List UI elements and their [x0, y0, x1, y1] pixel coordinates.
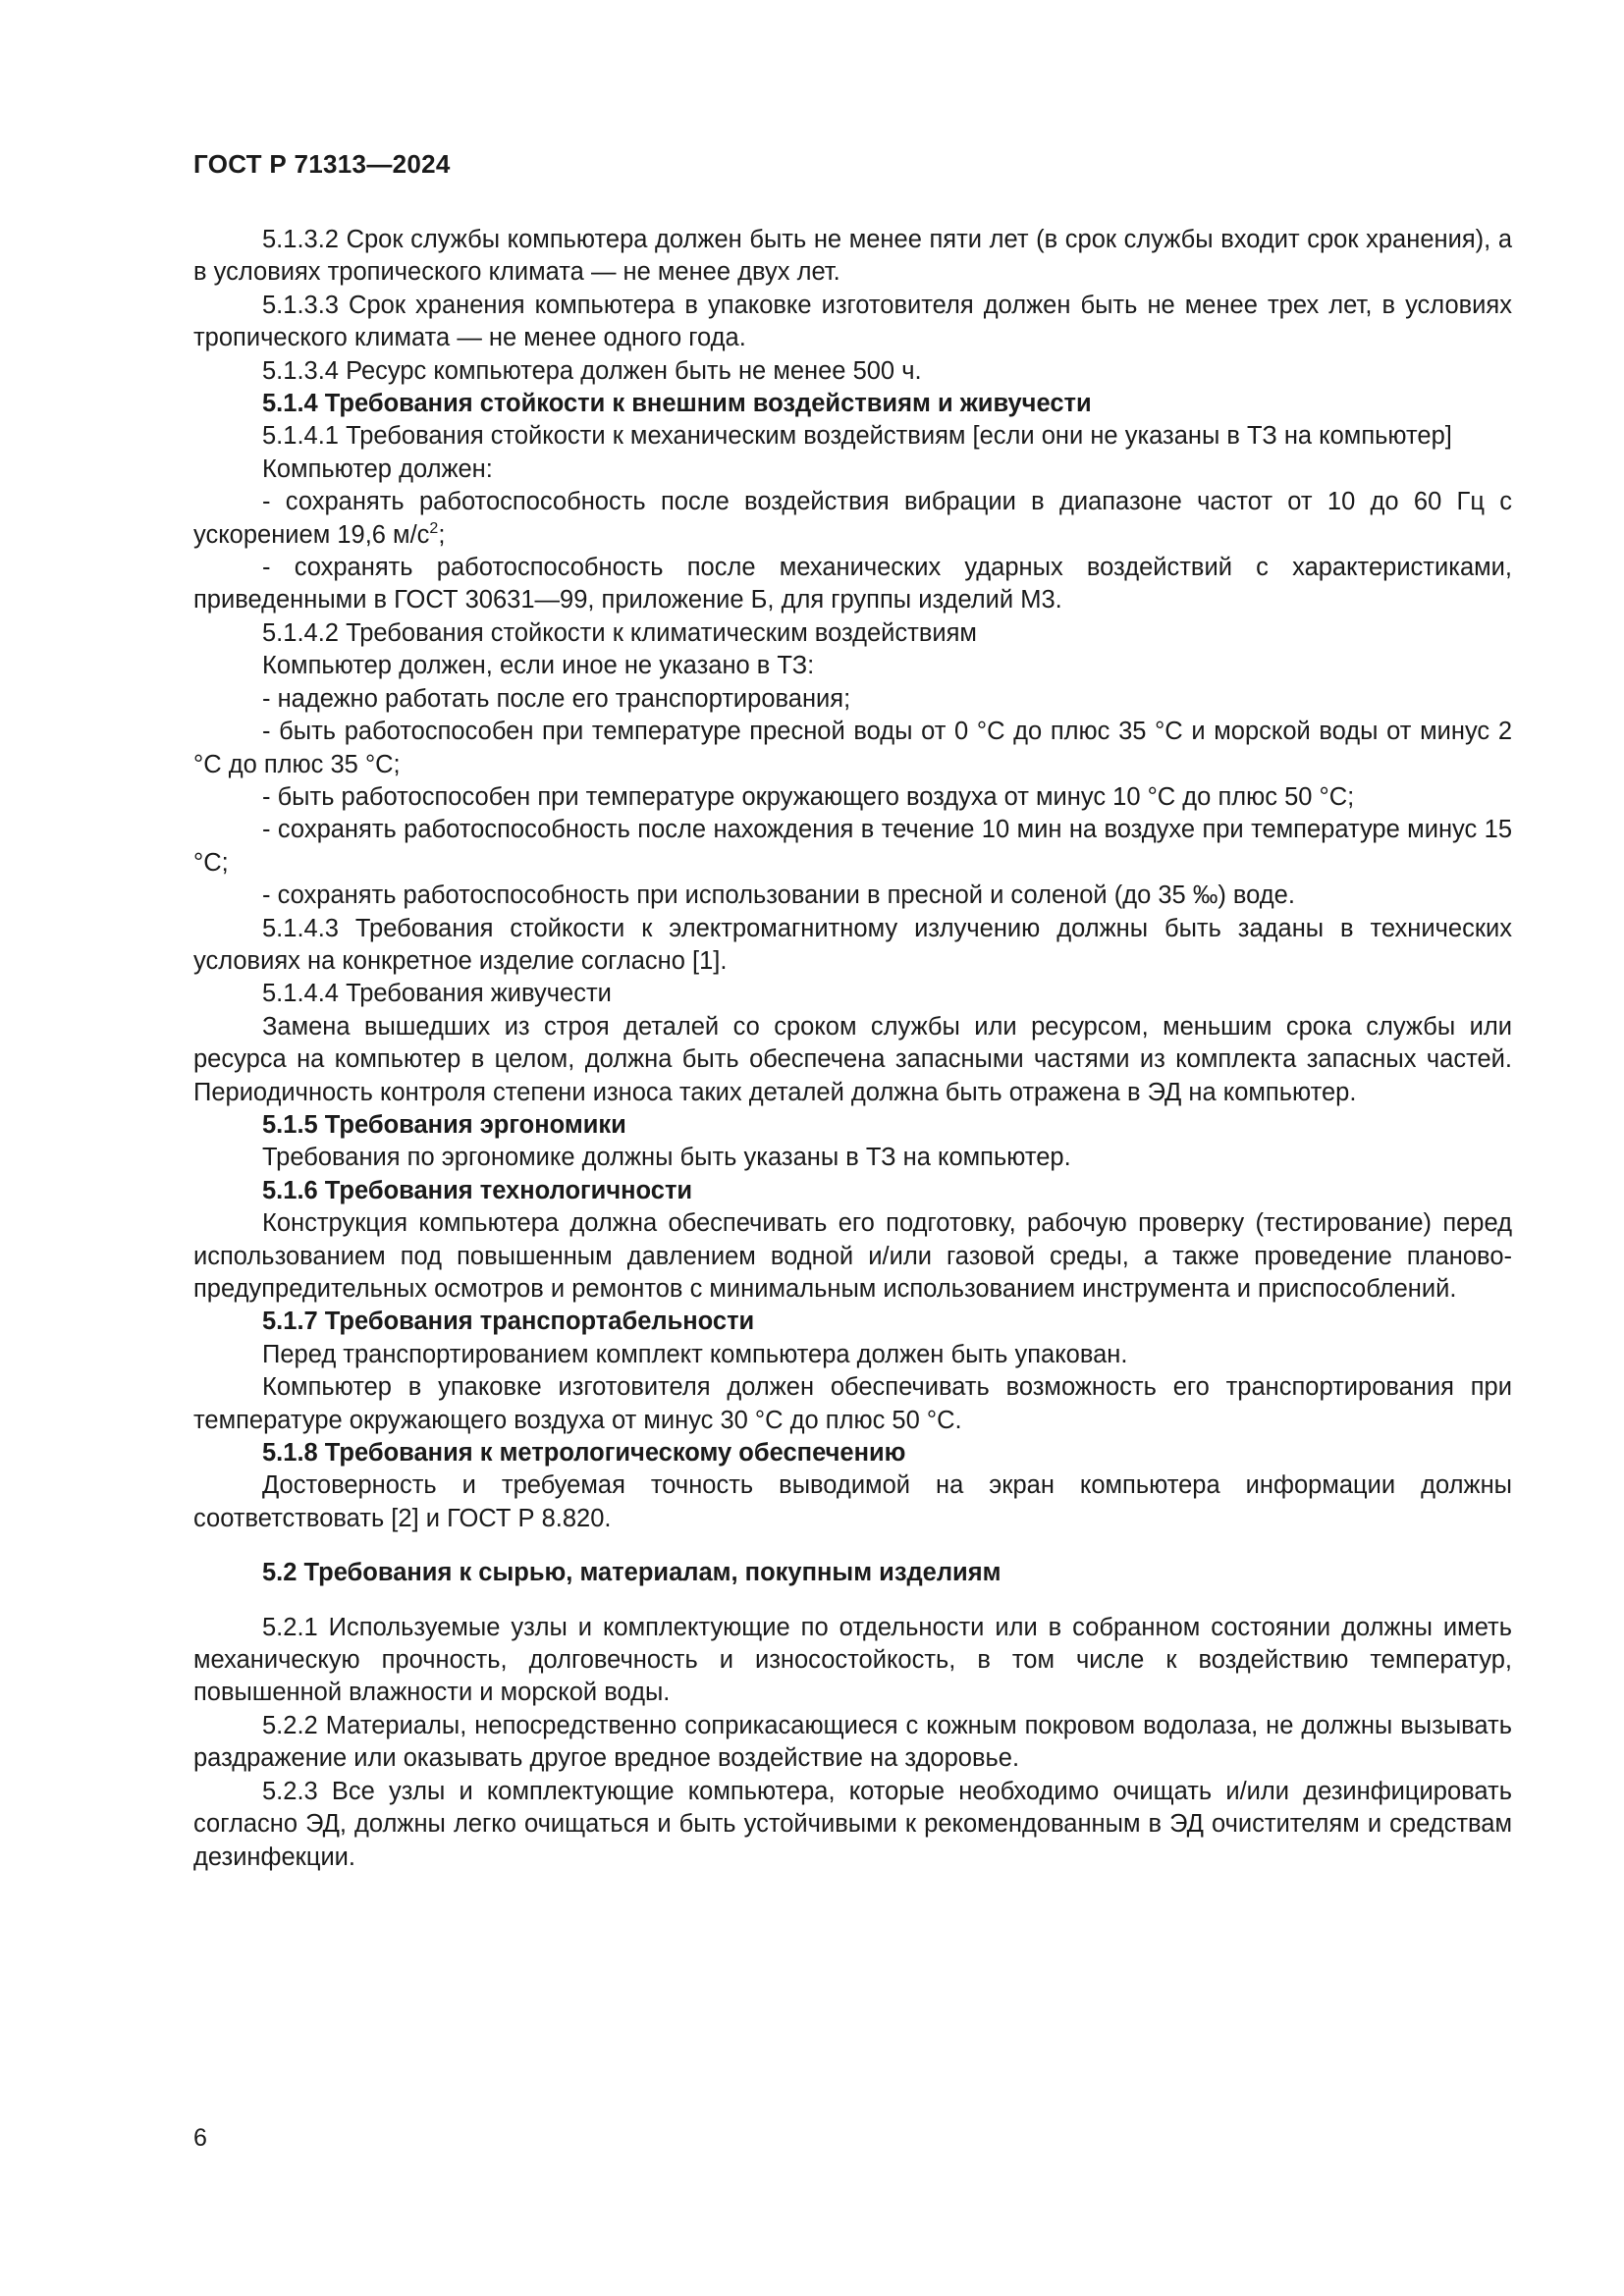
paragraph: 5.1.3.2 Срок службы компьютера должен быть не менее пяти лет (в срок службы входит срок хранения), а в условиях тропического климата — не менее двух лет. [193, 226, 1512, 287]
superscript: 2 [429, 519, 439, 537]
section-heading: 5.2 Требования к сырью, материалам, покупным изделиям [262, 1559, 1001, 1587]
paragraph: Компьютер в упаковке изготовителя должен обеспечивать возможность его транспортирования при температуре окружающего воздуха от минус 30 °С до плюс 50 °С. [193, 1373, 1512, 1434]
document-header: ГОСТ Р 71313—2024 [193, 149, 451, 179]
paragraph: 5.1.4.2 Требования стойкости к климатическим воздействиям [262, 618, 977, 647]
list-item-tail: ; [438, 520, 446, 549]
list-item: - сохранять работоспособность после нахождения в течение 10 мин на воздухе при температуре минус 15 °С; [193, 816, 1512, 877]
subsection-heading: 5.1.5 Требования эргономики [262, 1110, 626, 1139]
list-item: - сохранять работоспособность после механических ударных воздействий с характеристиками, приведенными в ГОСТ 30631—99, приложение Б, для группы изделий М3. [193, 554, 1512, 614]
paragraph: Замена вышедших из строя деталей со сроком службы или ресурсом, меньшим срока службы или ресурса на компьютер в целом, должна быть обеспечена запасными частями из комплекта запасных частей. Периодичность контроля степени износа таких деталей должна быть отражена в ЭД на компьютер. [193, 1012, 1512, 1106]
paragraph: 5.1.4.4 Требования живучести [262, 980, 612, 1008]
paragraph: 5.1.3.3 Срок хранения компьютера в упаковке изготовителя должен быть не менее трех лет, в условиях тропического климата — не менее одного года. [193, 291, 1512, 352]
list-item: - надежно работать после его транспортирования; [262, 684, 851, 713]
paragraph: 5.1.3.4 Ресурс компьютера должен быть не менее 500 ч. [262, 356, 922, 385]
paragraph: 5.2.1 Используемые узлы и комплектующие по отдельности или в собранном состоянии должны иметь механическую прочность, долговечность и износостойкость, в том числе к воздействию температур, повышенной влажности и морской воды. [193, 1613, 1512, 1707]
list-item: - сохранять работоспособность при использовании в пресной и соленой (до 35 ‰) воде. [262, 881, 1295, 910]
subsection-heading: 5.1.6 Требования технологичности [262, 1176, 693, 1204]
paragraph: 5.1.4.3 Требования стойкости к электромагнитному излучению должны быть заданы в технических условиях на конкретное изделие согласно [1]. [193, 914, 1512, 975]
paragraph: Компьютер должен, если иное не указано в ТЗ: [262, 652, 815, 680]
paragraph: 5.1.4.1 Требования стойкости к механическим воздействиям [если они не указаны в ТЗ на компьютер] [262, 422, 1452, 451]
list-item: - быть работоспособен при температуре окружающего воздуха от минус 10 °С до плюс 50 °С; [262, 782, 1355, 811]
subsection-heading: 5.1.4 Требования стойкости к внешним воздействиям и живучести [262, 390, 1092, 418]
document-body [193, 224, 1512, 1874]
list-item-text: - сохранять работоспособность после воздействия вибрации в диапазоне частот от 10 до 60 Гц с ускорением 19,6 м/с [193, 488, 1512, 549]
list-item: - быть работоспособен при температуре пресной воды от 0 °С до плюс 35 °С и морской воды от минус 2 °С до плюс 35 °С; [193, 718, 1512, 778]
paragraph: 5.2.2 Материалы, непосредственно соприкасающиеся с кожным покровом водолаза, не должны вызывать раздражение или оказывать другое вредное воздействие на здоровье. [193, 1711, 1512, 1773]
subsection-heading: 5.1.8 Требования к метрологическому обеспечению [262, 1439, 906, 1468]
paragraph: 5.2.3 Все узлы и комплектующие компьютера, которые необходимо очищать и/или дезинфицировать согласно ЭД, должны легко очищаться и быть устойчивыми к рекомендованным в ЭД очистителям и средствам дезинфекции. [193, 1777, 1512, 1871]
paragraph: Достоверность и требуемая точность выводимой на экран компьютера информации должны соответствовать [2] и ГОСТ Р 8.820. [193, 1471, 1512, 1532]
subsection-heading: 5.1.7 Требования транспортабельности [262, 1308, 755, 1336]
page-number: 6 [193, 2124, 207, 2152]
paragraph: Перед транспортированием комплект компьютера должен быть упакован. [262, 1340, 1128, 1368]
paragraph: Конструкция компьютера должна обеспечивать его подготовку, рабочую проверку (тестирование) перед использованием под повышенным давлением водной и/или газовой среды, а также проведение планово-предупредительных осмотров и ремонтов с минимальным использованием инструмента и приспособлений. [193, 1209, 1512, 1303]
paragraph: Требования по эргономике должны быть указаны в ТЗ на компьютер. [262, 1144, 1071, 1172]
list-item [193, 486, 1512, 552]
paragraph: Компьютер должен: [262, 454, 493, 483]
